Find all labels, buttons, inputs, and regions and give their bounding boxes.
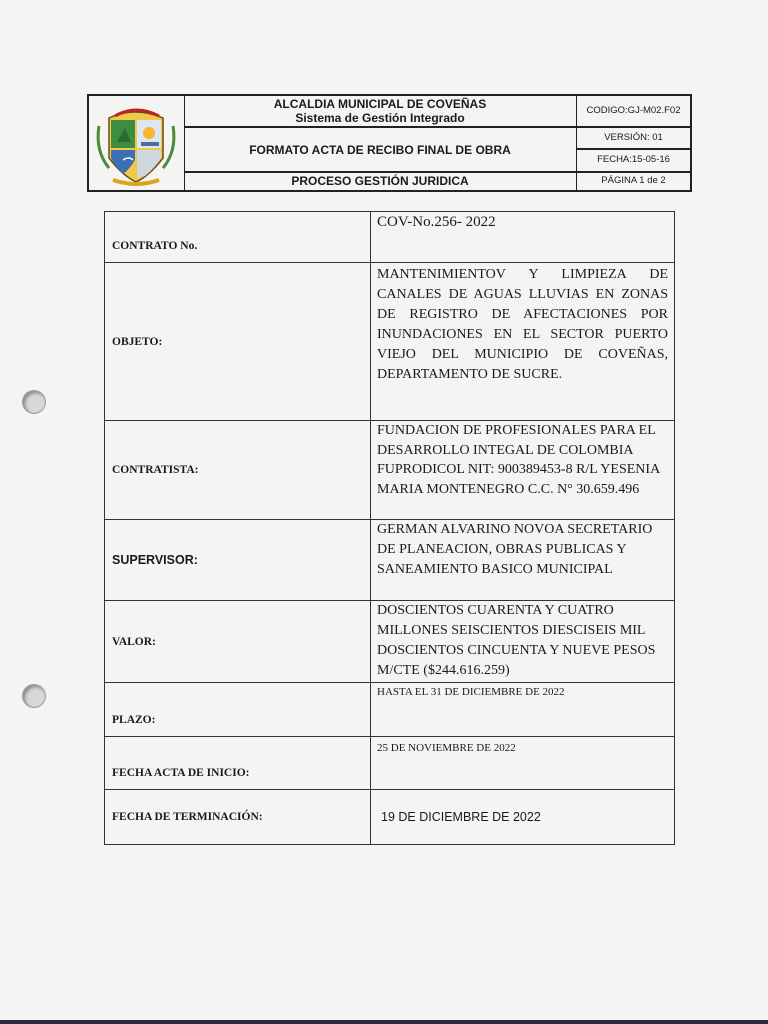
system-name: Sistema de Gestión Integrado [295, 110, 465, 125]
row-value: COV-No.256- 2022 [371, 212, 675, 263]
process-name: PROCESO GESTIÓN JURIDICA [291, 174, 469, 188]
row-value: MANTENIMIENTOV Y LIMPIEZA DE CANALES DE AGUAS LLUVIAS EN ZONAS DE REGISTRO DE AFECTACIONES POR INUNDACIONES EN EL SECTOR PUERTO VIEJO DEL MUNICIPIO DE COVEÑAS, DEPARTAMENTO DE SUCRE. [371, 263, 675, 421]
row-label: CONTRATO No. [105, 212, 371, 263]
row-label: VALOR: [105, 601, 371, 683]
table-row [105, 737, 675, 790]
doc-code: CODIGO:GJ-M02.F02 [576, 96, 690, 126]
doc-version: VERSIÓN: 01 [576, 127, 690, 149]
scan-bottom-edge [0, 1020, 768, 1024]
punch-hole [22, 684, 46, 708]
format-title: FORMATO ACTA DE RECIBO FINAL DE OBRA [249, 143, 511, 157]
row-value: FUNDACION DE PROFESIONALES PARA EL DESARROLLO INTEGAL DE COLOMBIA FUPRODICOL NIT: 900389453-8 R/L YESENIA MARIA MONTENEGRO C.C. N° 30.659.496 [371, 421, 675, 520]
row-value: GERMAN ALVARINO NOVOA SECRETARIO DE PLANEACION, OBRAS PUBLICAS Y SANEAMIENTO BASICO MUNICIPAL [371, 520, 675, 601]
doc-date: FECHA:15-05-16 [576, 149, 690, 171]
row-label: OBJETO: [105, 263, 371, 421]
table-row [105, 601, 675, 683]
page-number: PÁGINA 1 de 2 [576, 172, 690, 190]
row-value: 19 DE DICIEMBRE DE 2022 [371, 790, 675, 845]
table-row [105, 790, 675, 845]
row-label: FECHA ACTA DE INICIO: [105, 737, 371, 790]
table-row [105, 263, 675, 421]
contract-details-table [104, 211, 675, 845]
table-row [105, 683, 675, 737]
table-row [105, 520, 675, 601]
table-row [105, 212, 675, 263]
table-row [105, 421, 675, 520]
punch-hole [22, 390, 46, 414]
row-label: CONTRATISTA: [105, 421, 371, 520]
row-value: HASTA EL 31 DE DICIEMBRE DE 2022 [371, 683, 675, 737]
document-header [87, 94, 692, 192]
row-value: 25 DE NOVIEMBRE DE 2022 [371, 737, 675, 790]
row-label: SUPERVISOR: [105, 520, 371, 601]
org-name: ALCALDIA MUNICIPAL DE COVEÑAS [273, 97, 487, 111]
row-label: FECHA DE TERMINACIÓN: [105, 790, 371, 845]
row-value: DOSCIENTOS CUARENTA Y CUATRO MILLONES SEISCIENTOS DIESCISEIS MIL DOSCIENTOS CINCUENTA Y NUEVE PESOS M/CTE ($244.616.259) [371, 601, 675, 683]
row-label: PLAZO: [105, 683, 371, 737]
